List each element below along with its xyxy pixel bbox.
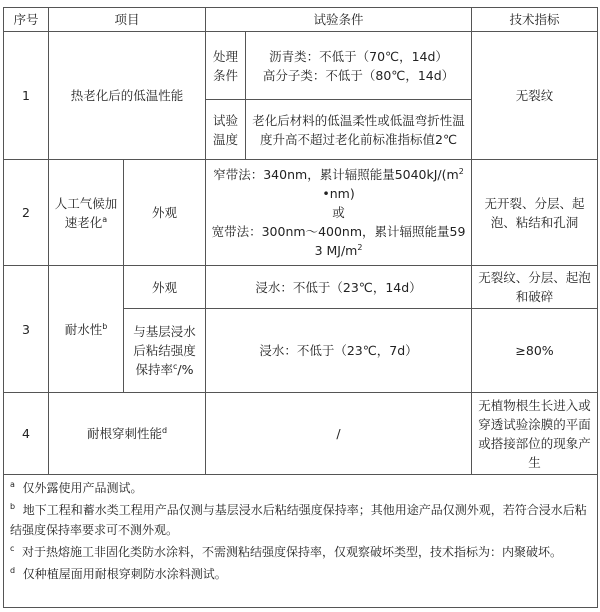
note-a-mark: a [10,480,15,489]
row1-test-text: 老化后材料的低温柔性或低温弯折性温度升高不超过老化前标准指标值2℃ [246,100,472,160]
row2-item-text: 人工气候加速老化 [54,195,118,230]
note-a [10,478,591,498]
note-b [10,500,591,540]
row2-cond-line-1 [210,165,467,203]
table-row [4,266,598,309]
note-c-text: 对于热熔施工非固化类防水涂料，不需测粘结强度保持率，仅观察破坏类型，技术指标为：内聚破坏。 [22,545,563,559]
row2-cond-text-2: 宽带法：300nm～400nm，累计辐照能量593 MJ/m [211,224,466,258]
row2-no: 2 [4,160,49,266]
row2-cond-sup-2: 2 [357,242,363,252]
row2-sub-item: 外观 [124,160,206,266]
row3-no: 3 [4,266,49,393]
row2-cond-line-2 [210,222,467,260]
row2-item-sup: a [102,214,108,224]
row2-item [49,160,124,266]
row4-cond: / [206,393,472,475]
row4-indicator: 无植物根生长进入或穿透试验涂膜的平面或搭接部位的现象产生 [472,393,598,475]
row3-indicator-1: 无裂纹、分层、起泡和破碎 [472,266,598,309]
row2-cond-text-1: 窄带法：340nm，累计辐照能量5040kJ/(m [213,167,459,182]
table-row [4,160,598,266]
header-indicator: 技术指标 [472,8,598,32]
note-c [10,542,591,562]
notes-cell [4,475,598,608]
header-row [4,8,598,32]
row3-indicator-2: ≥80% [472,309,598,393]
row2-cond-or: 或 [332,205,345,220]
row1-treat-label: 处理条件 [206,32,246,100]
note-d-text: 仅种植屋面用耐根穿刺防水涂料测试。 [22,567,227,581]
row4-item-text: 耐根穿刺性能 [86,426,162,441]
row3-sub-item-2-sup: c [173,361,178,371]
row1-treat-line-1: 沥青类：不低于（70℃，14d） [269,48,448,64]
row4-no: 4 [4,393,49,475]
spec-table [3,7,598,608]
header-item: 项目 [49,8,206,32]
row1-indicator: 无裂纹 [472,32,598,160]
table-row [4,32,598,100]
row3-cond-2: 浸水：不低于（23℃，7d） [206,309,472,393]
row3-sub-item-2 [124,309,206,393]
row1-treat-line-2: 高分子类：不低于（80℃，14d） [262,67,455,83]
row1-treat-text [246,32,472,100]
row1-item: 热老化后的低温性能 [49,32,206,160]
row1-test-label: 试验温度 [206,100,246,160]
row2-cond-text-1b: •nm) [322,186,355,201]
row3-item [49,266,124,393]
row3-item-text: 耐水性 [64,321,103,337]
row1-no: 1 [4,32,49,160]
note-a-text: 仅外露使用产品测试。 [22,481,143,495]
row4-item-sup: d [161,425,168,435]
row2-cond-sup-1: 2 [458,166,464,176]
note-b-text: 地下工程和蓄水类工程用产品仅测与基层浸水后粘结强度保持率；其他用途产品仅测外观，若符合浸水后粘结强度保持率要求可不测外观。 [10,503,587,537]
note-b-mark: b [10,502,16,511]
row2-indicator: 无开裂、分层、起泡、粘结和孔洞 [472,160,598,266]
row3-sub-item-1: 外观 [124,266,206,309]
header-conditions: 试验条件 [206,8,472,32]
row3-sub-item-2-text: 与基层浸水后粘结强度保持率 [133,324,196,377]
note-d [10,564,591,584]
row4-item [49,393,206,475]
note-d-mark: d [10,566,16,575]
table-row [4,393,598,475]
row3-item-sup: b [102,321,108,331]
note-c-mark: c [10,544,15,553]
row3-cond-1: 浸水：不低于（23℃，14d） [206,266,472,309]
header-no: 序号 [4,8,49,32]
notes-row [4,475,598,608]
row2-conditions [206,160,472,266]
row3-sub-item-2-tail: /% [177,362,194,377]
